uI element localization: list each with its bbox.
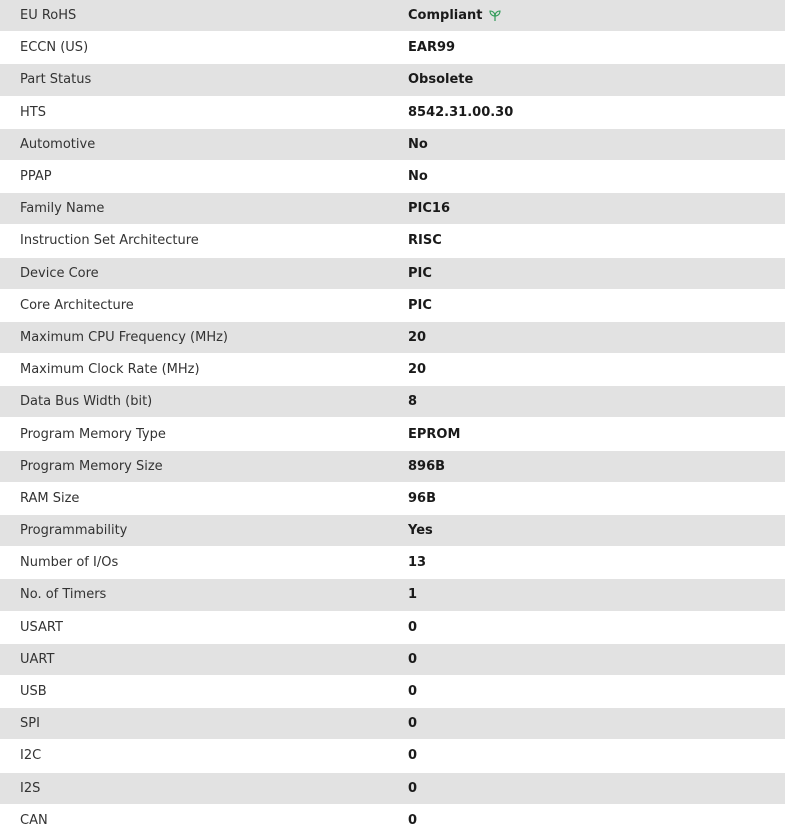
spec-row: [0, 128, 785, 160]
spec-label: I2S: [0, 772, 408, 804]
spec-label: Core Architecture: [0, 289, 408, 321]
spec-value: 20: [408, 321, 785, 353]
spec-row: [0, 225, 785, 257]
spec-label: Program Memory Type: [0, 418, 408, 450]
spec-label: RAM Size: [0, 482, 408, 514]
spec-row: [0, 289, 785, 321]
spec-label: CAN: [0, 804, 408, 836]
spec-value: EAR99: [408, 32, 785, 64]
spec-label: USART: [0, 611, 408, 643]
spec-label: EU RoHS: [0, 0, 408, 32]
spec-value: PIC16: [408, 193, 785, 225]
spec-row: [0, 321, 785, 353]
spec-value: 0: [408, 804, 785, 836]
spec-value: EPROM: [408, 418, 785, 450]
spec-value: 0: [408, 675, 785, 707]
spec-label: ECCN (US): [0, 32, 408, 64]
spec-value: 96B: [408, 482, 785, 514]
spec-row: [0, 32, 785, 64]
spec-row: [0, 64, 785, 96]
spec-label: HTS: [0, 96, 408, 128]
spec-row: [0, 708, 785, 740]
spec-value: [408, 0, 785, 32]
spec-value: Obsolete: [408, 64, 785, 96]
spec-value: 0: [408, 772, 785, 804]
spec-value: 8542.31.00.30: [408, 96, 785, 128]
spec-row: [0, 450, 785, 482]
spec-value: 20: [408, 354, 785, 386]
spec-value-text: Compliant: [408, 8, 483, 24]
spec-label: No. of Timers: [0, 579, 408, 611]
spec-row: [0, 193, 785, 225]
spec-value: 896B: [408, 450, 785, 482]
spec-label: Maximum CPU Frequency (MHz): [0, 321, 408, 353]
spec-row: [0, 643, 785, 675]
spec-row: [0, 547, 785, 579]
spec-value: 1: [408, 579, 785, 611]
spec-label: Maximum Clock Rate (MHz): [0, 354, 408, 386]
spec-value: No: [408, 128, 785, 160]
spec-value: 13: [408, 547, 785, 579]
spec-row: [0, 611, 785, 643]
spec-value: 0: [408, 708, 785, 740]
spec-row: [0, 160, 785, 192]
spec-label: Instruction Set Architecture: [0, 225, 408, 257]
spec-row: [0, 257, 785, 289]
spec-label: Data Bus Width (bit): [0, 386, 408, 418]
spec-row: [0, 675, 785, 707]
spec-row: [0, 418, 785, 450]
spec-label: I2C: [0, 740, 408, 772]
spec-label: UART: [0, 643, 408, 675]
spec-value: RISC: [408, 225, 785, 257]
spec-value: PIC: [408, 257, 785, 289]
spec-value: 0: [408, 740, 785, 772]
leaf-icon: [488, 10, 502, 22]
spec-row: [0, 0, 785, 32]
spec-value: Yes: [408, 515, 785, 547]
spec-row: [0, 804, 785, 836]
spec-label: Automotive: [0, 128, 408, 160]
spec-row: [0, 386, 785, 418]
spec-label: Programmability: [0, 515, 408, 547]
spec-value: No: [408, 160, 785, 192]
spec-row: [0, 772, 785, 804]
spec-row: [0, 96, 785, 128]
spec-value: 8: [408, 386, 785, 418]
spec-value: 0: [408, 611, 785, 643]
spec-row: [0, 482, 785, 514]
spec-row: [0, 740, 785, 772]
spec-label: Device Core: [0, 257, 408, 289]
spec-label: Family Name: [0, 193, 408, 225]
spec-label: PPAP: [0, 160, 408, 192]
spec-label: Number of I/Os: [0, 547, 408, 579]
spec-row: [0, 354, 785, 386]
spec-row: [0, 579, 785, 611]
spec-label: USB: [0, 675, 408, 707]
spec-label: SPI: [0, 708, 408, 740]
spec-value: 0: [408, 643, 785, 675]
spec-label: Part Status: [0, 64, 408, 96]
spec-label: Program Memory Size: [0, 450, 408, 482]
spec-row: [0, 515, 785, 547]
spec-value: PIC: [408, 289, 785, 321]
